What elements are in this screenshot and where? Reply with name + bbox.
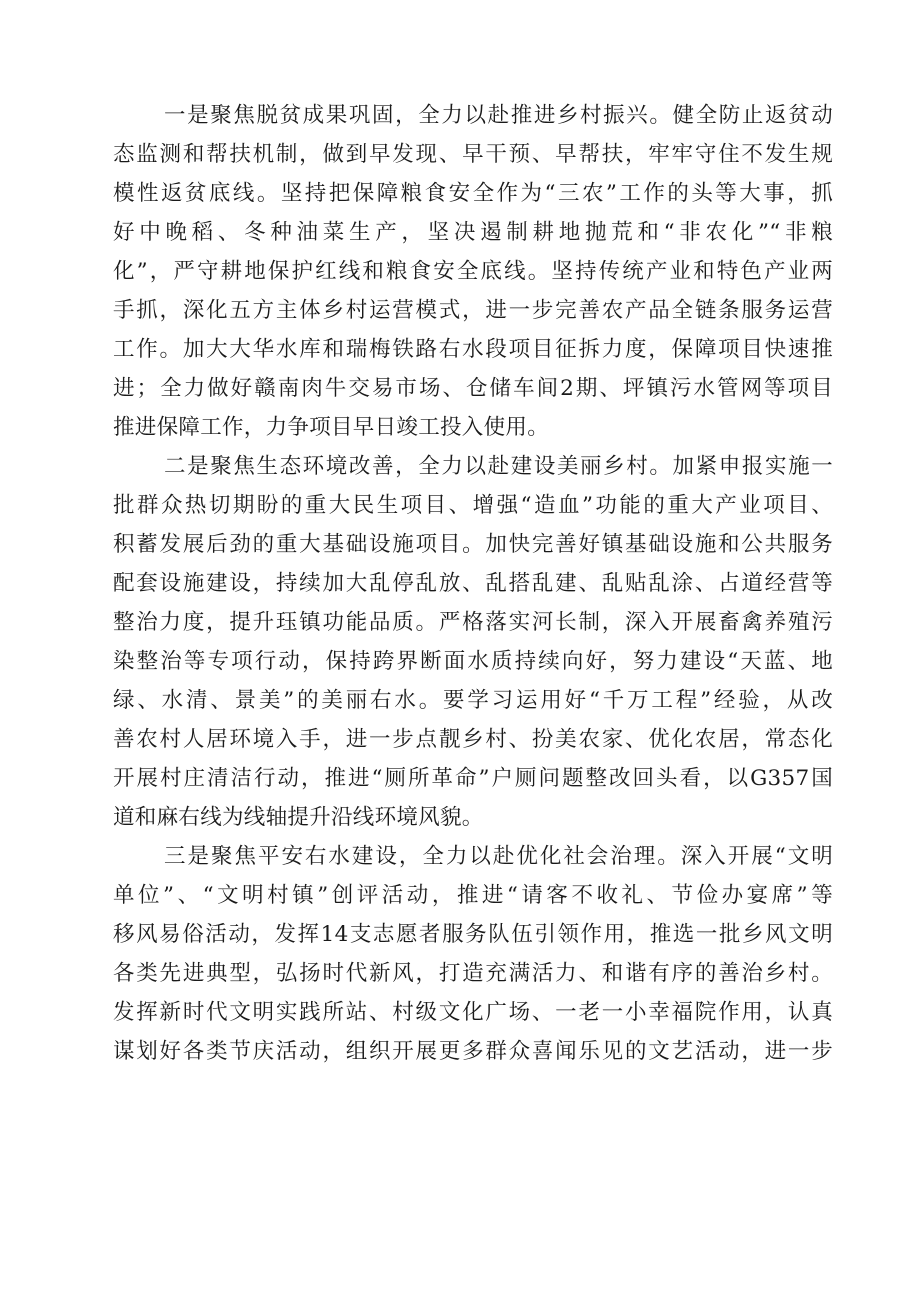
paragraph-3 [113,837,833,1071]
text-line: 配套设施建设，持续加大乱停乱放、乱搭乱建、乱贴乱涂、占道经营等 [113,571,833,596]
text-line: 三是聚焦平安右水建设，全力以赴优化社会治理。深入开展“文明 [164,844,833,869]
text-line: 二是聚焦生态环境改善，全力以赴建设美丽乡村。加紧申报实施一 [164,454,833,479]
paragraph-2 [113,447,833,837]
text-line: 开展村庄清洁行动，推进“厕所革命”户厕问题整改回头看，以G357国 [113,766,833,791]
text-line: 各类先进典型，弘扬时代新风，打造充满活力、和谐有序的善治乡村。 [113,961,833,986]
text-line: 推进保障工作，力争项目早日竣工投入使用。 [113,415,550,440]
paragraph-1 [113,96,833,447]
text-line: 染整治等专项行动，保持跨界断面水质持续向好，努力建设“天蓝、地 [113,649,833,674]
text-line: 绿、水清、景美”的美丽右水。要学习运用好“千万工程”经验，从改 [113,688,833,713]
text-line: 好中晚稻、冬种油菜生产，坚决遏制耕地抛荒和“非农化”“非粮 [113,220,833,245]
text-line: 移风易俗活动，发挥14支志愿者服务队伍引领作用，推选一批乡风文明 [113,922,833,947]
text-line: 道和麻右线为线轴提升沿线环境风貌。 [113,805,484,830]
text-line: 一是聚焦脱贫成果巩固，全力以赴推进乡村振兴。健全防止返贫动 [164,103,833,128]
text-line: 善农村人居环境入手，进一步点靓乡村、扮美农家、优化农居，常态化 [113,727,833,752]
text-line: 态监测和帮扶机制，做到早发现、早干预、早帮扶，牢牢守住不发生规 [113,142,833,167]
text-line: 模性返贫底线。坚持把保障粮食安全作为“三农”工作的头等大事，抓 [113,181,833,206]
text-line: 积蓄发展后劲的重大基础设施项目。加快完善好镇基础设施和公共服务 [113,532,833,557]
text-line: 单位”、“文明村镇”创评活动，推进“请客不收礼、节俭办宴席”等 [113,883,833,908]
text-line: 谋划好各类节庆活动，组织开展更多群众喜闻乐见的文艺活动，进一步 [113,1039,833,1064]
text-line: 进；全力做好赣南肉牛交易市场、仓储车间2期、坪镇污水管网等项目 [113,376,833,401]
text-line: 批群众热切期盼的重大民生项目、增强“造血”功能的重大产业项目、 [113,493,833,518]
text-line: 发挥新时代文明实践所站、村级文化广场、一老一小幸福院作用，认真 [113,1000,833,1025]
document-body [113,96,833,1071]
text-line: 工作。加大大华水库和瑞梅铁路右水段项目征拆力度，保障项目快速推 [113,337,833,362]
text-line: 化”，严守耕地保护红线和粮食安全底线。坚持传统产业和特色产业两 [113,259,833,284]
text-line: 整治力度，提升珏镇功能品质。严格落实河长制，深入开展畜禽养殖污 [113,610,833,635]
text-line: 手抓，深化五方主体乡村运营模式，进一步完善农产品全链条服务运营 [113,298,833,323]
